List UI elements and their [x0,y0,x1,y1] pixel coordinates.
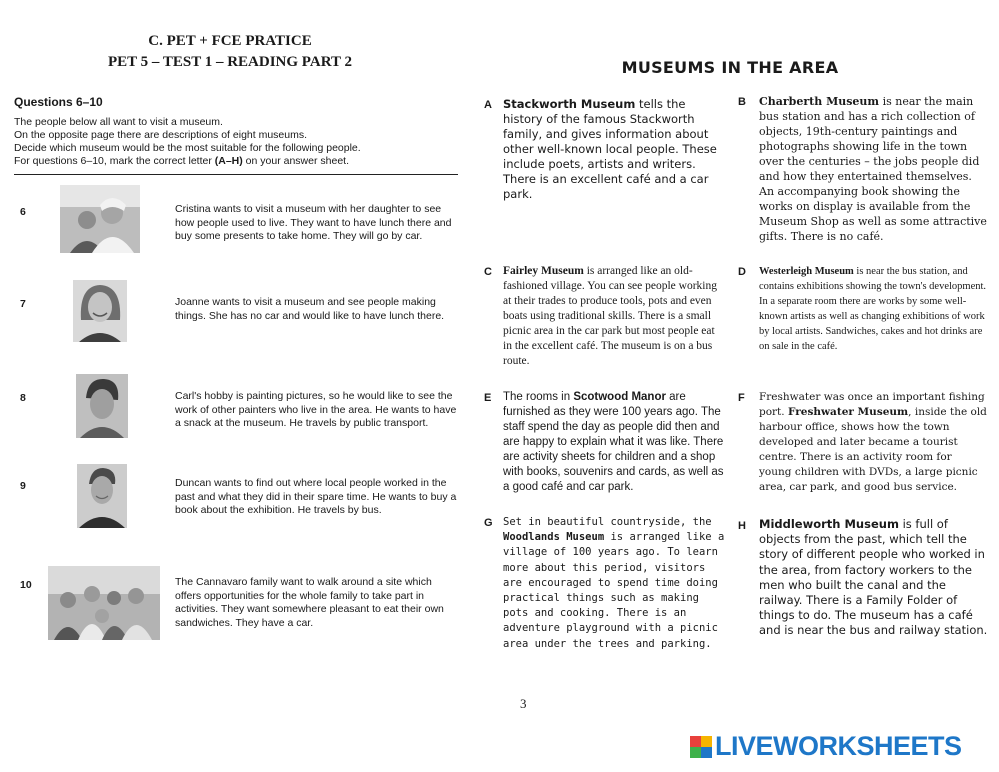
question-text: The Cannavaro family want to walk around a site which offers opportunities for the whole family to take part in activities. They want somewhere pleasant to eat their own sandwiches. They have a car. [175,576,444,629]
museum-description-c [503,264,725,369]
instruction-line [14,155,349,169]
museum-name: Freshwater Museum [787,406,909,418]
instruction-line: The people below all want to visit a museum. [14,116,223,128]
museum-description-h [759,517,989,639]
photo-joanne [73,280,127,342]
museum-name: Charberth Museum [759,95,880,108]
museum-letter: B [738,96,746,108]
museum-description-g [503,515,729,652]
museum-letter: E [484,392,492,404]
museum-name: Middleworth Museum [759,517,899,531]
instruction-text: For questions 6–10, mark the correct letter [14,155,215,167]
museum-letter: C [484,266,492,278]
museums-title: MUSEUMS IN THE AREA [621,58,839,77]
museum-name: Scotwood Manor [573,391,666,403]
question-text: Cristina wants to visit a museum with her daughter to see how people used to live. They want to have lunch there and buy some presents to take home. They will go by car. [175,203,452,242]
museum-description-f [759,390,987,495]
questions-heading: Questions 6–10 [14,95,103,109]
museum-name: Westerleigh Museum [759,266,854,277]
museum-text: is arranged like an old-fashioned village. You can see people working at their trades to produce tools, pots and even boats using traditional skills. There is a small picnic area in the car park but most people eat in the excellent café. The museum is on a bus route. [503,265,717,367]
photo-mother-daughter [60,185,140,253]
question-text: Carl's hobby is painting pictures, so he would like to see the work of other painters who live in the area. He wants to have a snack at the museum. He travels by public transport. [175,390,457,429]
photo-duncan [77,464,127,528]
museum-text: is near the bus station, and contains exhibitions showing the town's development. In a separate room there are works by some well-known artists as well as changing exhibitions of work by local artists. Sandwiches, cakes and hot drinks are on sale in the café. [759,266,987,352]
photo-cannavaro-family [48,566,160,640]
question-number: 7 [20,298,26,310]
museum-text: , inside the old harbour office, shows how the town developed and later became a tourist centre. There is an activity room for young children with DVDs, a large picnic area, car park, and good bus service. [759,406,987,493]
museum-name: Woodlands Museum [503,531,605,544]
question-number: 6 [20,206,26,218]
divider-rule [14,174,458,175]
museum-pre: The rooms in [503,391,574,403]
museum-pre: Freshwater was once an important fishing port. [759,391,985,418]
museum-text: is full of objects from the past, which tell the story of different people who worked in the area, from factory workers to the men who built the canal and the railway. There is a Family Folder of things to do. The museum has a café and is near the bus and railway station. [759,517,988,638]
museum-text: is near the main bus station and has a rich collection of objects, 19th-century paintings and photographs showing life in the town over the centuries – the jobs people did and how they entertained themselves. An accompanying book showing the works on display is available from the Museum Shop as well as some attractive gifts. There is no café. [759,95,987,243]
photo-carl [76,374,128,438]
museum-letter: D [738,266,746,278]
liveworksheets-badge-icon [690,736,712,758]
museum-letter: F [738,392,745,404]
museum-letter: H [738,520,746,532]
liveworksheets-logo [690,731,962,762]
museum-description-d [759,264,987,354]
question-text: Duncan wants to find out where local people worked in the past and what they did in their spare time. He wants to buy a book about the exhibition. He travels by bus. [175,477,457,516]
museum-name: Stackworth Museum [503,97,636,111]
museum-text: are furnished as they were 100 years ago. The staff spend the day as people did then and are happy to explain what it was like. There are activity sheets for children and a shop with books, souvenirs and cards, as well as a good café and car park. [503,391,724,493]
museum-text: is arranged like a village of 100 years ago. To learn more about this period, visitors are encouraged to spend time doing practical things such as making pots and cooking. There is an adventure playground with a picnic area under the trees and parking. [503,531,725,650]
liveworksheets-wordmark: LIVEWORKSHEETS [715,731,962,761]
page-number: 3 [520,696,527,711]
question-number: 9 [20,480,26,492]
question-text: Joanne wants to visit a museum and see people making things. She has no car and would like to have lunch there. [175,296,445,322]
museum-description-a [503,97,725,202]
instruction-text: on your answer sheet. [242,155,349,167]
museum-letter: G [484,517,493,529]
museum-name: Fairley Museum [503,265,584,277]
worksheet-title: C. PET + FCE PRATICE [148,33,312,49]
instruction-line: On the opposite page there are descriptions of eight museums. [14,129,308,141]
instruction-letters: (A–H) [214,155,243,167]
instruction-line: Decide which museum would be the most suitable for the following people. [14,142,361,154]
question-number: 8 [20,392,26,404]
museum-description-b [759,94,987,244]
museum-pre: Set in beautiful countryside, the [503,516,712,528]
museum-letter: A [484,99,492,111]
museum-text: tells the history of the famous Stackworth family, and gives information about other well-known local people. These include poets, artists and writers. There is an excellent café and a car park. [503,97,717,201]
worksheet-subtitle: PET 5 – TEST 1 – READING PART 2 [108,54,352,70]
question-number: 10 [20,579,32,591]
museum-description-e [503,390,731,495]
